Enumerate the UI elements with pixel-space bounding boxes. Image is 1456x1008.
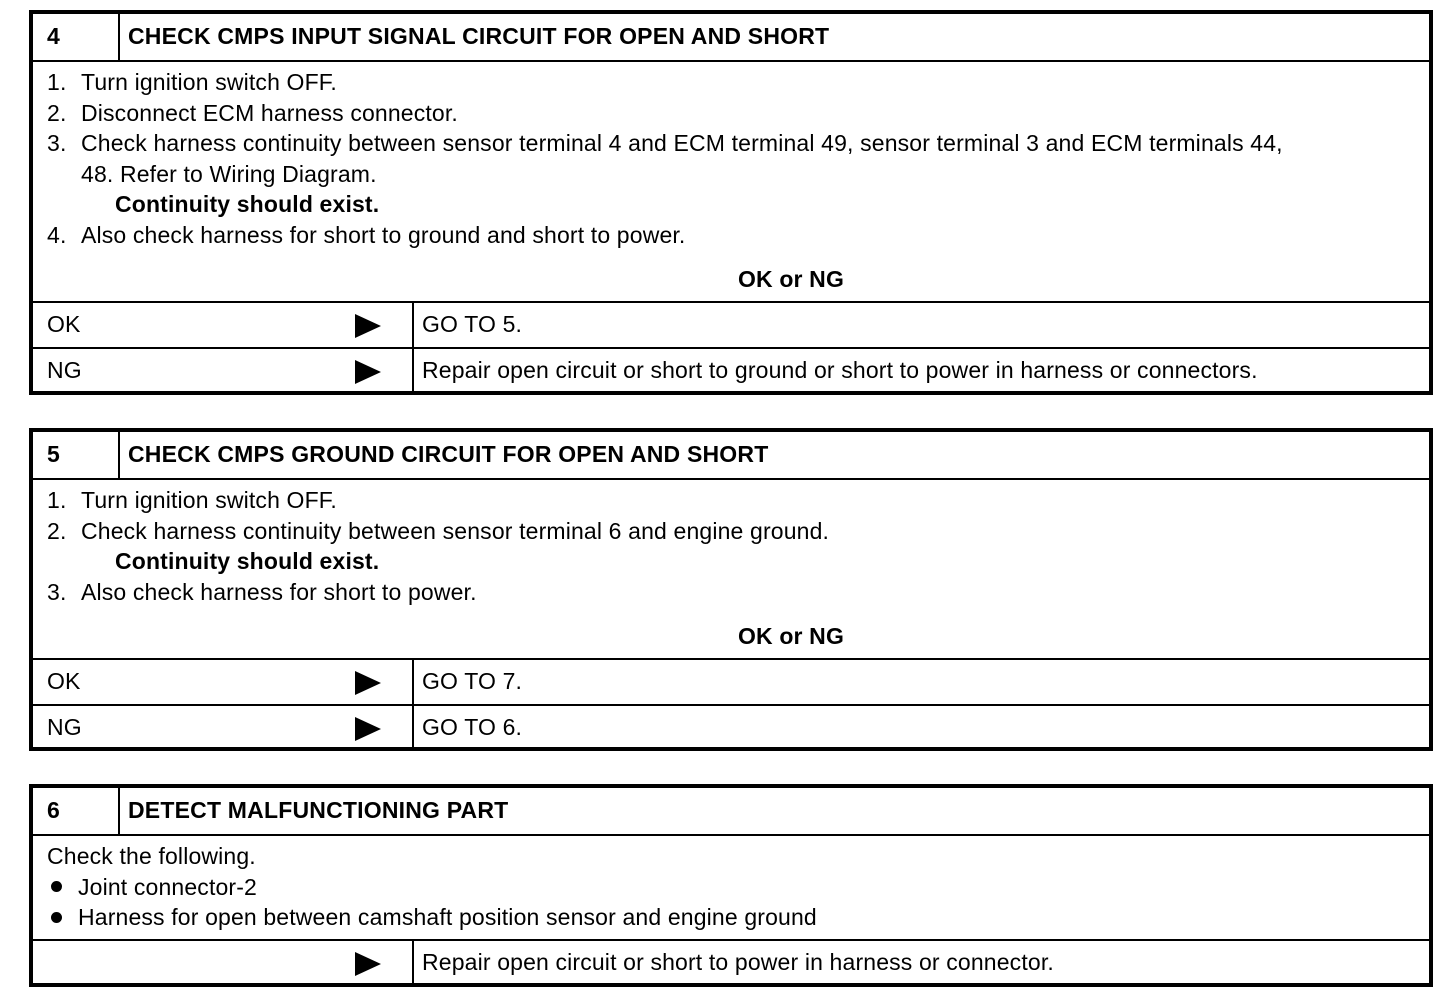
bullet-item: [47, 902, 1415, 933]
result-condition: NG: [47, 713, 82, 740]
result-row-ng: [33, 347, 1429, 393]
bullet-text: Joint connector-2: [78, 873, 257, 900]
item-text: 48. Refer to Wiring Diagram.: [81, 160, 377, 187]
result-condition: NG: [47, 356, 82, 383]
arrow-right-icon: [355, 717, 381, 741]
list-item: [47, 220, 1415, 251]
list-item: [47, 485, 1415, 516]
list-item: [47, 98, 1415, 129]
bullet-text: Harness for open between camshaft position sensor and engine ground: [78, 904, 817, 930]
result-action: Repair open circuit or short to power in harness or connector.: [422, 948, 1054, 975]
item-number: 2.: [47, 517, 67, 544]
list-item: [47, 577, 1415, 608]
step-number: 5: [33, 432, 120, 478]
bullet-icon: [51, 912, 62, 923]
result-action: GO TO 6.: [422, 713, 523, 740]
step-4-block: [29, 10, 1433, 395]
list-item-continuation: [47, 159, 1415, 190]
step-header: [33, 14, 1429, 62]
item-number: 1.: [47, 487, 67, 513]
step-title: CHECK CMPS INPUT SIGNAL CIRCUIT FOR OPEN AND SHORT: [128, 23, 830, 49]
item-text: Also check harness for short to ground and short to power.: [81, 221, 686, 248]
result-row-ng: [33, 704, 1429, 750]
result-row: [33, 939, 1429, 985]
step-5-block: [29, 428, 1433, 751]
result-action: Repair open circuit or short to ground or short to power in harness or connectors.: [422, 356, 1258, 383]
item-text: Turn ignition switch OFF.: [81, 69, 337, 95]
arrow-right-icon: [355, 314, 381, 338]
step-header: [33, 432, 1429, 480]
ok-or-ng-label: OK or NG: [738, 266, 844, 292]
step-title: CHECK CMPS GROUND CIRCUIT FOR OPEN AND SHORT: [128, 441, 769, 467]
bullet-icon: [51, 881, 62, 892]
item-text: Check harness continuity between sensor terminal 4 and ECM terminal 49, sensor terminal 3 and ECM terminals 44,: [81, 130, 1283, 156]
arrow-right-icon: [355, 360, 381, 384]
item-number: 1.: [47, 69, 67, 95]
ok-or-ng-label: OK or NG: [738, 623, 844, 649]
bullet-item: [47, 872, 1415, 903]
item-number: 4.: [47, 221, 67, 248]
list-item: [47, 67, 1415, 98]
step-number: 4: [33, 14, 120, 60]
continuity-note: Continuity should exist.: [115, 191, 380, 217]
list-item: [47, 516, 1415, 547]
arrow-right-icon: [355, 671, 381, 695]
result-action: GO TO 5.: [422, 310, 523, 337]
step-number: 6: [33, 788, 120, 834]
step-6-block: [29, 784, 1433, 987]
intro-text: Check the following.: [47, 843, 256, 869]
result-action: GO TO 7.: [422, 667, 523, 694]
result-condition: OK: [47, 310, 81, 337]
arrow-right-icon: [355, 952, 381, 976]
step-title: DETECT MALFUNCTIONING PART: [128, 797, 509, 823]
step-instructions: [33, 62, 1429, 301]
step-instructions: [33, 836, 1429, 939]
item-number: 3.: [47, 578, 67, 605]
item-text: Also check harness for short to power.: [81, 578, 477, 605]
item-number: 3.: [47, 130, 67, 156]
continuity-note: Continuity should exist.: [115, 548, 380, 574]
item-text: Disconnect ECM harness connector.: [81, 99, 458, 126]
step-instructions: [33, 480, 1429, 658]
list-item: [47, 128, 1415, 159]
result-row-ok: [33, 301, 1429, 347]
item-text: Check harness continuity between sensor terminal 6 and engine ground.: [81, 517, 830, 544]
result-condition: OK: [47, 667, 81, 694]
item-number: 2.: [47, 99, 67, 126]
result-row-ok: [33, 658, 1429, 704]
step-header: [33, 788, 1429, 836]
item-text: Turn ignition switch OFF.: [81, 487, 337, 513]
